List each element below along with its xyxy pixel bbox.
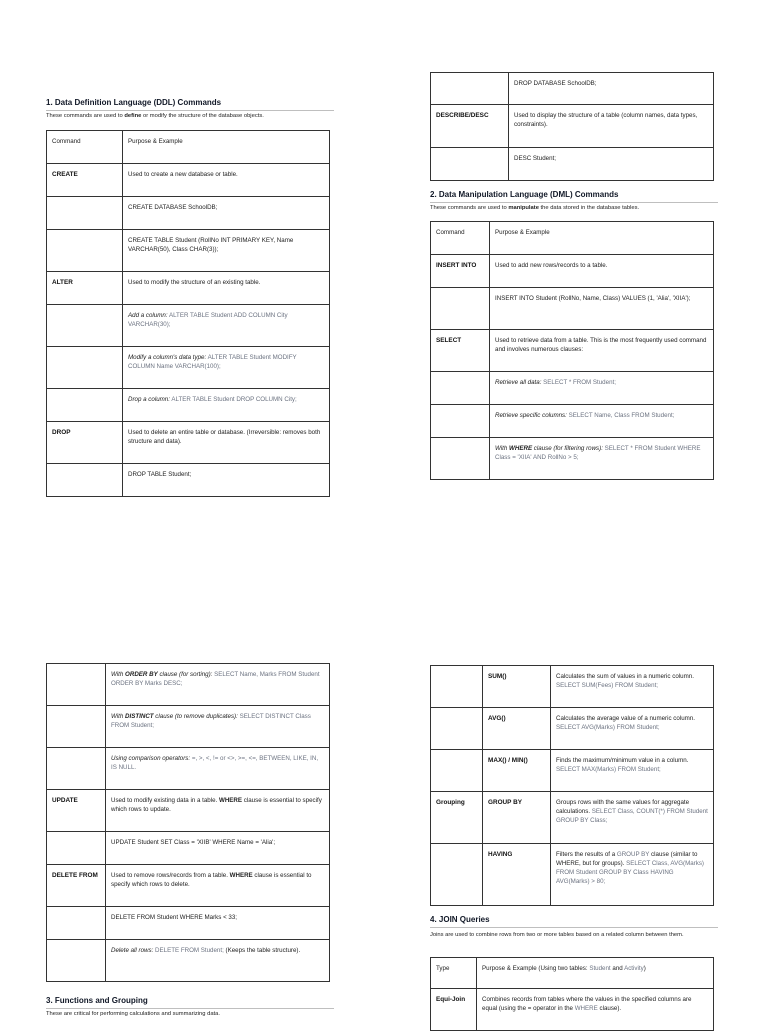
cmd-delete: DELETE FROM: [47, 865, 106, 907]
distinct-example: With DISTINCT clause (to remove duplicates): SELECT DISTINCT Class FROM Student;: [106, 706, 330, 748]
update-example: UPDATE Student SET Class = 'XIIB' WHERE Name = 'Alia';: [106, 832, 330, 865]
join-description: Joins are used to combine rows from two or more tables based on a related column between them.: [430, 932, 684, 938]
fn-avg: AVG(): [483, 708, 551, 750]
dml-col-header-command: Command: [431, 222, 490, 255]
fn-sum: SUM(): [483, 666, 551, 708]
aggregate-table: [430, 665, 714, 906]
functions-heading: 3. Functions and Grouping: [46, 996, 334, 1009]
dml-table-continued: [46, 663, 330, 982]
orderby-example: With ORDER BY clause (for sorting): SELECT Name, Marks FROM Student ORDER BY Marks DESC;: [106, 664, 330, 706]
insert-purpose: Used to add new rows/records to a table.: [490, 255, 714, 288]
join-heading: 4. JOIN Queries: [430, 915, 718, 928]
functions-description: These are critical for performing calculations and summarizing data.: [46, 1011, 220, 1017]
col-header-purpose: Purpose & Example: [123, 131, 330, 164]
cmd-select: SELECT: [431, 330, 490, 372]
sum-desc: Calculates the sum of values in a numeric column. SELECT SUM(Fees) FROM Student;: [551, 666, 714, 708]
insert-example: INSERT INTO Student (RollNo, Name, Class) VALUES (1, 'Alia', 'XIIA');: [490, 288, 714, 330]
cmd-create: CREATE: [47, 164, 123, 197]
dml-heading: 2. Data Manipulation Language (DML) Commands: [430, 190, 718, 203]
drop-db-example: DROP DATABASE SchoolDB;: [509, 73, 714, 105]
groupby-desc: Groups rows with the same values for aggregate calculations. SELECT Class, COUNT(*) FROM Student GROUP BY Class;: [551, 792, 714, 844]
having-desc: Filters the results of a GROUP BY clause (similar to WHERE, but for groups). SELECT Class, AVG(Marks) FROM Student GROUP BY Class HAVING AVG(Marks) > 80;: [551, 844, 714, 906]
avg-desc: Calculates the average value of a numeric column. SELECT AVG(Marks) FROM Student;: [551, 708, 714, 750]
delete-all-example: Delete all rows: DELETE FROM Student; (Keeps the table structure).: [106, 940, 330, 982]
fn-groupby: GROUP BY: [483, 792, 551, 844]
delete-purpose: Used to remove rows/records from a table. WHERE clause is essential to specify which rows to delete.: [106, 865, 330, 907]
create-purpose: Used to create a new database or table.: [123, 164, 330, 197]
join-col-header-type: Type: [431, 958, 477, 989]
equi-join-desc: Combines records from tables where the values in the specified columns are equal (using the = operator in the WHERE clause).: [477, 989, 714, 1031]
join-col-header-purpose: Purpose & Example (Using two tables: Student and Activity): [477, 958, 714, 989]
select-purpose: Used to retrieve data from a table. This is the most frequently used command and involves numerous clauses:: [490, 330, 714, 372]
ddl-description: These commands are used to define or modify the structure of the database objects.: [46, 113, 264, 119]
drop-example: DROP TABLE Student;: [123, 464, 330, 497]
select-where-example: With WHERE clause (for filtering rows): SELECT * FROM Student WHERE Class = 'XIIA' AND RollNo > 5;: [490, 438, 714, 480]
create-example-table: CREATE TABLE Student (RollNo INT PRIMARY KEY, Name VARCHAR(50), Class CHAR(3));: [123, 230, 330, 272]
cmd-drop: DROP: [47, 422, 123, 464]
category-grouping: Grouping: [431, 792, 483, 844]
ddl-table: [46, 130, 330, 497]
update-purpose: Used to modify existing data in a table. WHERE clause is essential to specify which rows to update.: [106, 790, 330, 832]
cmd-insert: INSERT INTO: [431, 255, 490, 288]
alter-add-example: Add a column: ALTER TABLE Student ADD COLUMN City VARCHAR(30);: [123, 305, 330, 347]
select-columns-example: Retrieve specific columns: SELECT Name, Class FROM Student;: [490, 405, 714, 438]
cmd-describe: DESCRIBE/DESC: [431, 105, 509, 148]
cmd-alter: ALTER: [47, 272, 123, 305]
max-desc: Finds the maximum/minimum value in a column. SELECT MAX(Marks) FROM Student;: [551, 750, 714, 792]
dml-description: These commands are used to manipulate the data stored in the database tables.: [430, 205, 640, 211]
comparison-example: Using comparison operators: =, >, <, != or <>, >=, <=, BETWEEN, LIKE, IN, IS NULL.: [106, 748, 330, 790]
join-equi: Equi-Join: [431, 989, 477, 1031]
delete-example: DELETE FROM Student WHERE Marks < 33;: [106, 907, 330, 940]
alter-drop-example: Drop a column: ALTER TABLE Student DROP COLUMN City;: [123, 389, 330, 422]
desc-example: DESC Student;: [509, 148, 714, 181]
col-header-command: Command: [47, 131, 123, 164]
alter-modify-example: Modify a column's data type: ALTER TABLE Student MODIFY COLUMN Name VARCHAR(100);: [123, 347, 330, 389]
fn-having: HAVING: [483, 844, 551, 906]
create-example-db: CREATE DATABASE SchoolDB;: [123, 197, 330, 230]
cmd-update: UPDATE: [47, 790, 106, 832]
dml-table: [430, 221, 714, 480]
drop-purpose: Used to delete an entire table or database. (Irreversible: removes both structure and data).: [123, 422, 330, 464]
ddl-table-continued: [430, 72, 714, 181]
select-all-example: Retrieve all data: SELECT * FROM Student;: [490, 372, 714, 405]
alter-purpose: Used to modify the structure of an existing table.: [123, 272, 330, 305]
fn-max-min: MAX() / MIN(): [483, 750, 551, 792]
describe-purpose: Used to display the structure of a table (column names, data types, constraints).: [509, 105, 714, 148]
join-table: [430, 957, 714, 1031]
dml-col-header-purpose: Purpose & Example: [490, 222, 714, 255]
ddl-heading: 1. Data Definition Language (DDL) Commands: [46, 98, 334, 111]
